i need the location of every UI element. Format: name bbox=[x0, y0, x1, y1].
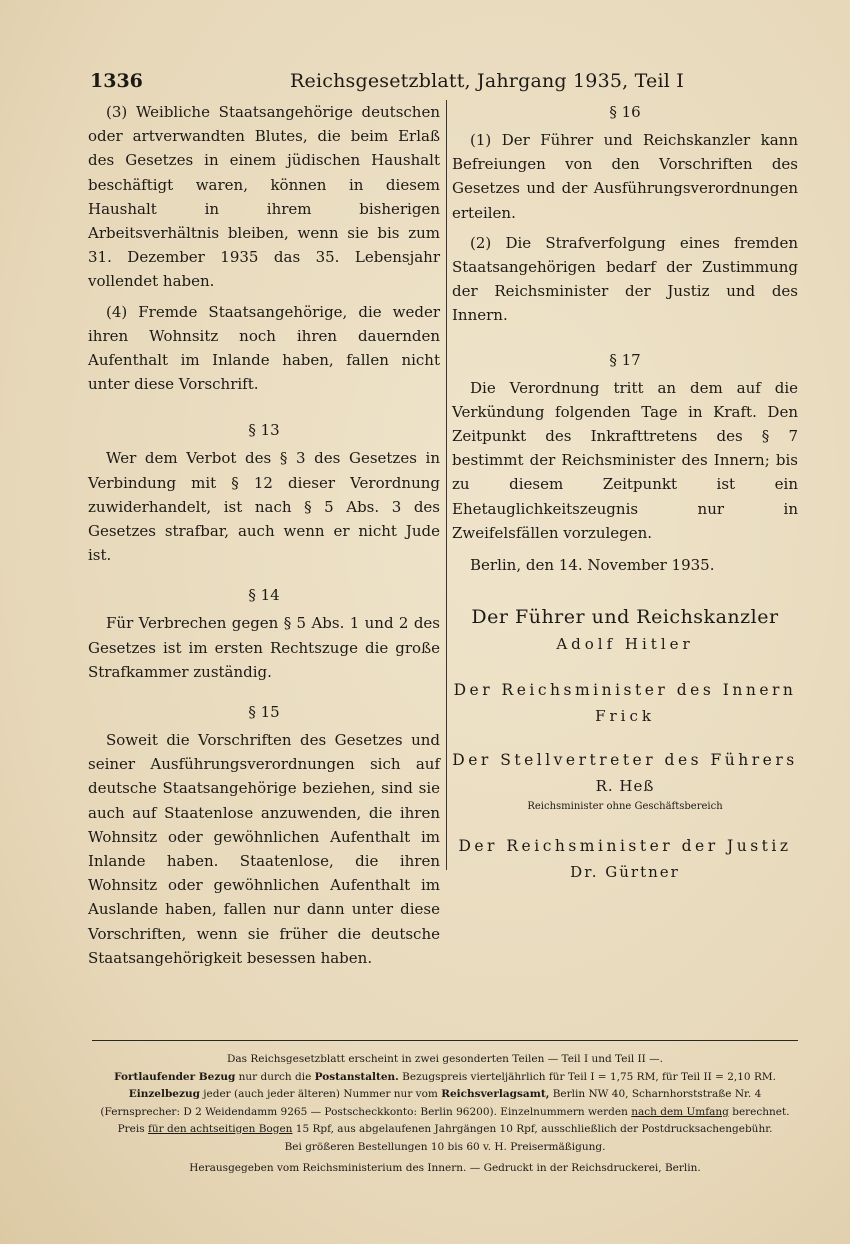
footer-line-6: Bei größeren Bestellungen 10 bis 60 v. H. Preisermäßigung. bbox=[284, 1140, 606, 1153]
section-13-text: Wer dem Verbot des § 3 des Gesetzes in Verbindung mit § 12 dieser Verordnung zuwiderhandelt, ist nach § 5 Abs. 3 des Gesetzes strafbar, auch wenn er nicht Jude ist. bbox=[88, 449, 440, 565]
publication-footer bbox=[92, 1040, 798, 1178]
section-14-text: Für Verbrechen gegen § 5 Abs. 1 und 2 des Gesetzes ist im ersten Rechtszuge die große Strafkammer zuständig. bbox=[88, 614, 440, 681]
footer-underlined-scope: nach dem Umfang bbox=[631, 1105, 729, 1118]
section-14-heading: § 14 bbox=[248, 586, 280, 605]
footer-post-offices: Postanstalten. bbox=[314, 1070, 399, 1083]
footer-text: berechnet. bbox=[728, 1105, 790, 1118]
footer-line-1: Das Reichsgesetzblatt erscheint in zwei gesonderten Teilen — Teil I und Teil II —. bbox=[227, 1053, 663, 1065]
section-15-text: Soweit die Vorschriften des Gesetzes und seiner Ausführungsverordnungen sich auf deutsche Staatsangehörige beziehen, sind sie auch auf Staatenlose anzuwenden, die ihren Wohnsitz oder gewöhnlichen Aufenthalt im Inlande haben. Staatenlose, die ihren Wohnsitz oder gewöhnlichen Aufenthalt im Auslande haben, fallen nur dann unter diese Vorschriften, wenn sie früher die deutsche Staatsangehörigkeit besessen haben. bbox=[88, 731, 440, 967]
page-number: 1336 bbox=[90, 70, 143, 92]
paragraph-4: (4) Fremde Staatsangehörige, die weder ihren Wohnsitz noch ihren dauernden Aufenthalt im Inlande haben, fallen nicht unter diese Vorschrift. bbox=[88, 302, 440, 394]
journal-title: Reichsgesetzblatt, Jahrgang 1935, Teil I bbox=[290, 70, 684, 92]
footer-single-purchase: Einzelbezug bbox=[128, 1088, 200, 1100]
left-column bbox=[88, 100, 440, 970]
section-15-heading: § 15 bbox=[248, 703, 280, 722]
footer-line-4 bbox=[92, 1104, 798, 1122]
deputy-title: Der Stellvertreter des Führers bbox=[452, 751, 798, 770]
section-17-heading: § 17 bbox=[609, 350, 641, 369]
footer-text: jeder (auch jeder älteren) Nummer nur vom bbox=[199, 1088, 442, 1100]
section-16-heading: § 16 bbox=[609, 103, 641, 121]
footer-text: 15 Rpf, aus abgelaufenen Jahrgängen 10 Rpf, ausschließlich der Postdrucksachengebühr. bbox=[292, 1123, 773, 1135]
interior-minister-name: Frick bbox=[595, 707, 655, 726]
section-16-para-1: (1) Der Führer und Reichskanzler kann Befreiungen von den Vorschriften des Gesetzes und der Ausführungsverordnungen erteilen. bbox=[452, 131, 798, 222]
footer-address: Berlin NW 40, Scharnhorststraße Nr. 4 bbox=[549, 1088, 762, 1100]
page-header bbox=[90, 70, 790, 100]
footer-underlined-sheet: für den achtseitigen Bogen bbox=[147, 1123, 293, 1135]
section-17-text: Die Verordnung tritt an dem auf die Verkündung folgenden Tage in Kraft. Den Zeitpunkt des Inkrafttretens des § 7 bestimmt der Reichsminister des Innern; bis zu diesem Zeitpunkt ist ein Ehetauglichkeitszeugnis nur in Zweifelsfällen vorzulegen. bbox=[452, 378, 798, 542]
justice-minister-title: Der Reichsminister der Justiz bbox=[458, 837, 792, 856]
deputy-name: R. Heß bbox=[595, 777, 655, 796]
footer-line-7: Herausgegeben vom Reichsministerium des Innern. — Gedruckt in der Reichsdruckerei, Berlin. bbox=[189, 1162, 701, 1174]
deputy-note: Reichsminister ohne Geschäftsbereich bbox=[527, 801, 723, 813]
signature-block bbox=[452, 603, 798, 885]
footer-line-2 bbox=[92, 1069, 798, 1087]
footer-publisher-office: Reichsverlagsamt, bbox=[441, 1088, 550, 1100]
paragraph-3: (3) Weibliche Staatsangehörige deutschen oder artverwandten Blutes, die beim Erlaß des Gesetzes in einem jüdischen Haushalt beschäftigt waren, können in diesem Haushalt in ihrem bisherigen Arbeitsverhältnis bleiben, wenn sie bis zum 31. Dezember 1935 das 35. Lebensjahr vollendet haben. bbox=[88, 103, 440, 291]
column-divider bbox=[446, 100, 447, 870]
right-column bbox=[452, 100, 798, 885]
footer-text: Preis bbox=[117, 1123, 148, 1135]
section-16-para-2: (2) Die Strafverfolgung eines fremden Staatsangehörigen bedarf der Zustimmung der Reichsminister der Justiz und des Innern. bbox=[452, 233, 798, 325]
footer-text: nur durch die bbox=[235, 1070, 315, 1083]
fuehrer-name: Adolf Hitler bbox=[556, 635, 694, 654]
justice-minister-name: Dr. Gürtner bbox=[570, 863, 680, 882]
section-13-heading: § 13 bbox=[248, 421, 280, 440]
date-line: Berlin, den 14. November 1935. bbox=[470, 556, 715, 575]
footer-continuous-subscription: Fortlaufender Bezug bbox=[114, 1070, 236, 1083]
footer-line-5 bbox=[92, 1121, 798, 1139]
footer-price-text: Bezugspreis vierteljährlich für Teil I = 1,75 RM, für Teil II = 2,10 RM. bbox=[398, 1070, 776, 1083]
footer-line-3 bbox=[92, 1086, 798, 1104]
fuehrer-title: Der Führer und Reichskanzler bbox=[471, 606, 779, 629]
interior-minister-title: Der Reichsminister des Innern bbox=[453, 681, 797, 700]
footer-text: (Fernsprecher: D 2 Weidendamm 9265 — Postscheckkonto: Berlin 96200). Einzelnummern werden bbox=[100, 1105, 632, 1118]
